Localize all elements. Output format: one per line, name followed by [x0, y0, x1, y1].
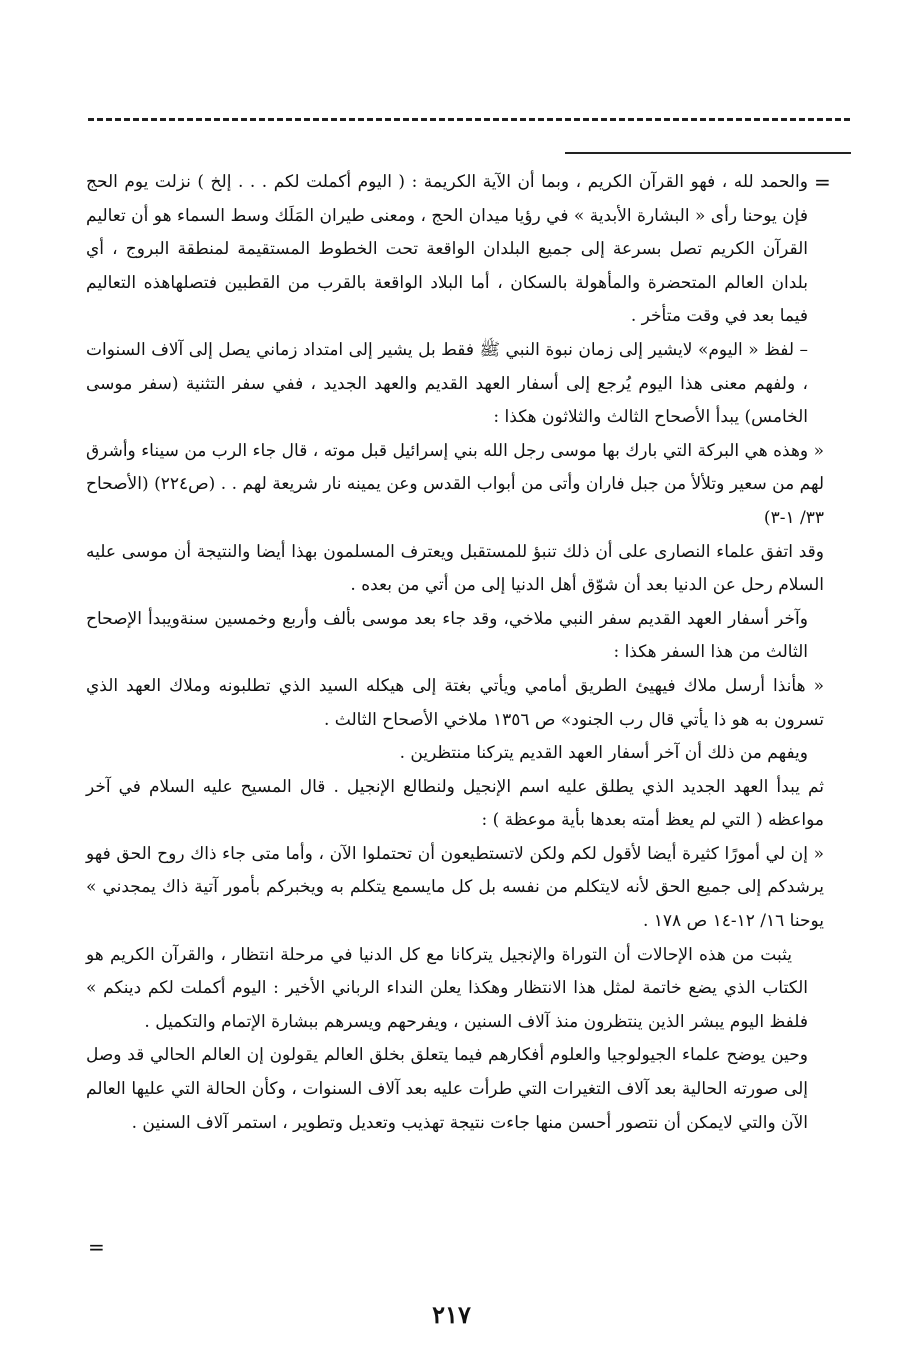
footnote-text-block [86, 166, 824, 1140]
paragraph-2: – لفظ « اليوم» لايشير إلى زمان نبوة النبي ﷺ فقط بل يشير إلى امتداد زماني يصل إلى آلاف السنوات ، ولفهم معنى هذا اليوم يُرجع إلى أسفار العهد القديم والعهد الجديد ، ففي سفر التثنية (سفر موسى الخامس) يبدأ الأصحاح الثالث والثلاثون هكذا : [86, 339, 808, 428]
paragraph-7: ويفهم من ذلك أن آخر أسفار العهد القديم يتركنا منتظرين . [399, 743, 808, 764]
paragraph-11: وحين يوضح علماء الجيولوجيا والعلوم أفكارهم فيما يتعلق بخلق العالم يقولون إن العالم الحالي قد وصل إلى صورته الحالية بعد آلاف التغيرات التي طرأت عليه بعد آلاف السنوات ، وكأن الحالة التي عليها العالم الآن والتي لايمكن أن نتصور أحسن منها جاءت نتيجة تهذيب وتعديل وتطوير ، استمر آلاف السنين . [86, 1045, 808, 1133]
paragraph-4: وقد اتفق علماء النصارى على أن ذلك تنبؤ للمستقبل ويعترف المسلمون بهذا أيضا والنتيجة أن موسى عليه السلام رحل عن الدنيا بعد أن شوّق أهل الدنيا إلى من أتي من بعده . [86, 541, 824, 596]
paragraph-5: وآخر أسفار العهد القديم سفر النبي ملاخي، وقد جاء بعد موسى بألف وأربع وخمسين سنةويبدأ الإصحاح الثالث من هذا السفر هكذا : [86, 608, 808, 663]
paragraph-quote-john: « إن لي أمورًا كثيرة أيضا لأقول لكم ولكن لاتستطيعون أن تحتملوا الآن ، وأما متى جاء ذاك روح الحق فهو يرشدكم إلى جميع الحق لأنه لايتكلم من نفسه بل كل مايسمع يتكلم به ويخبركم بأمور آتية ذاك يمجدني » يوحنا ١٦/ ١٢-١٤ ص ١٧٨ . [86, 843, 824, 932]
paragraph-8: ثم يبدأ العهد الجديد الذي يطلق عليه اسم الإنجيل ولنطالع الإنجيل . قال المسيح عليه السلام في آخر مواعظه ( التي لم يعظ أمته بعدها بأية موعظة ) : [86, 776, 824, 831]
header-dashed-rule [88, 118, 850, 121]
continuation-mark-bottom: = [88, 1235, 105, 1259]
paragraph-1: والحمد لله ، فهو القرآن الكريم ، وبما أن الآية الكريمة : ( اليوم أكملت لكم . . . إلخ ) نزلت يوم الحج فإن يوحنا رأى « البشارة الأبدية » في رؤيا ميدان الحج ، ومعنى طيران المَلَك وسط السماء هو أن تعاليم القرآن الكريم تصل بسرعة إلى جميع البلدان الواقعة تحت الخطوط المستقيمة لمنطقة البروج ، أي بلدان العالم المتحضرة والمأهولة بالسكان ، أما البلاد الواقعة بالقرب من القطبين فتصلهاهذه التعاليم فيما بعد في وقت متأخر . [86, 172, 808, 327]
paragraph-quote-deuteronomy: « وهذه هي البركة التي بارك بها موسى رجل الله بني إسرائيل قبل موته ، قال جاء الرب من سيناء وأشرق لهم من سعير وتلألأ من جبل فاران وأتى من أبواب القدس وعن يمينه نار شريعة لهم . . (ص٢٢٤) (الأصحاح ٣٣/ ١-٣) [86, 440, 824, 528]
paragraph-10: يثبت من هذه الإحالات أن التوراة والإنجيل يتركانا مع كل الدنيا في مرحلة انتظار ، والقرآن الكريم هو الكتاب الذي يضع خاتمة لمثل هذا الانتظار وهكذا يعلن النداء الرباني الأخير : اليوم أكملت لكم دينكم » فلفظ اليوم يبشر الذين ينتظرون منذ آلاف السنين ، ويفرحهم ويسرهم ببشارة الإتمام والتكميل . [86, 944, 808, 1032]
footnote-separator-rule [565, 152, 851, 154]
continuation-mark-top: = [814, 170, 831, 194]
paragraph-quote-malachi: « هأنذا أرسل ملاك فيهيئ الطريق أمامي ويأتي بغتة إلى هيكله السيد الذي تطلبونه وملاك العهد الذي تسرون به هو ذا يأتي قال رب الجنود» ص ١٣٥٦ ملاخي الأصحاح الثالث . [86, 675, 824, 730]
page-number: ٢١٧ [432, 1300, 471, 1329]
